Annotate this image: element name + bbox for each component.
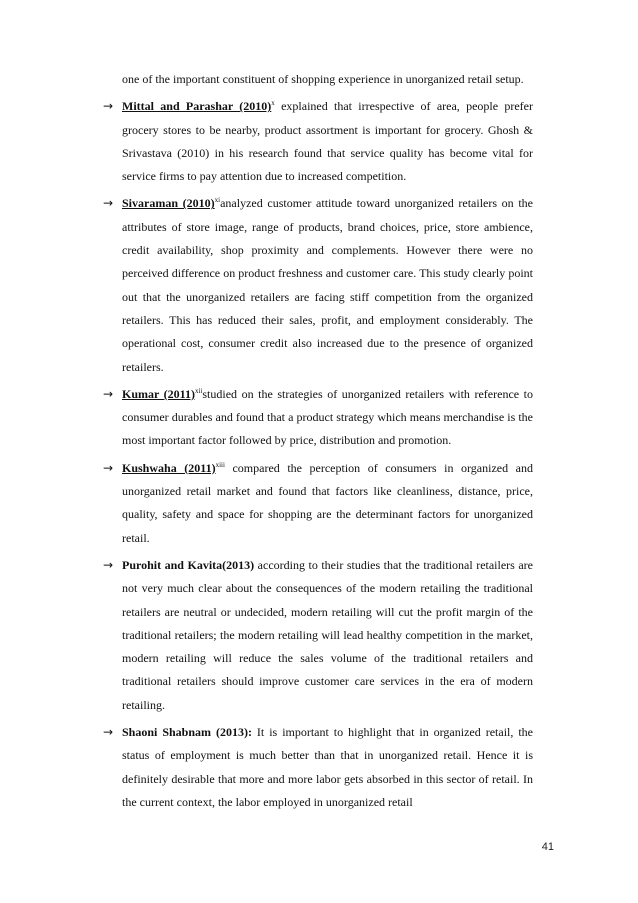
literature-entry-sivaraman <box>103 192 533 378</box>
entry-text: It is important to highlight that in organized retail, the status of employment is much better than that in unorganized retail. Hence it is definitely desirable that more and more labor gets absorbed in this sector of retail. In the current context, the labor employed in unorganized retail <box>122 725 533 809</box>
reference-marker: xiii <box>215 460 225 469</box>
right-arrow-icon: → <box>103 557 114 572</box>
reference-marker: x <box>271 99 275 108</box>
literature-entry-kumar <box>103 383 533 453</box>
author-name: Mittal and Parashar (2010) <box>122 99 272 114</box>
right-arrow-icon: → <box>103 196 114 211</box>
literature-entry-kushwaha <box>103 457 533 550</box>
entry-text: studied on the strategies of unorganized retailers with reference to consumer durables and found that a product strategy which means merchandise is the most important factor followed by price, distribution and promotion. <box>122 386 533 448</box>
literature-entry-mittal-parashar <box>103 95 533 188</box>
entry-text: compared the perception of consumers in organized and unorganized retail market and found that factors like cleanliness, distance, price, quality, safety and space for shopping are the determinant factors for unorganized retail. <box>122 460 533 545</box>
reference-marker: xii <box>195 386 203 395</box>
continued-paragraph: one of the important constituent of shopping experience in unorganized retail setup. <box>122 72 524 86</box>
literature-entry-purohit-kavita <box>103 554 533 717</box>
author-name: Purohit and Kavita(2013) <box>122 557 255 572</box>
author-name: Kumar (2011) <box>122 386 195 401</box>
right-arrow-icon: → <box>103 460 114 475</box>
right-arrow-icon: → <box>103 386 114 401</box>
entry-text: explained that irrespective of area, people prefer grocery stores to be nearby, product assortment is important for grocery. Ghosh & Srivastava (2010) in his research found that service quality has become vital for service firms to pay attention due to increased competition. <box>122 99 533 184</box>
right-arrow-icon: → <box>103 99 114 114</box>
author-name: Sivaraman (2010) <box>122 196 215 211</box>
right-arrow-icon: → <box>103 725 114 740</box>
body-text <box>103 68 533 818</box>
entry-text: according to their studies that the traditional retailers are not very much clear about the consequences of the modern retailing the traditional retailers are neutral or undecided, modern retailing will cut the profit margin of the traditional retailers; the modern retailing will lead healthy competition in the market, modern retailing will reduce the sales volume of the traditional retailers and traditional retailers should improve customer care services in the era of modern retailing. <box>122 557 534 712</box>
literature-entry-shaoni-shabnam <box>103 721 533 814</box>
entry-text: analyzed customer attitude toward unorganized retailers on the attributes of store image, range of products, brand choices, price, store ambience, credit availability, shop proximity and complements. However there were no perceived difference on product freshness and customer care. This study clearly point out that the unorganized retailers are facing stiff competition from the organized retailers. This has reduced their sales, profit, and employment considerably. The operational cost, consumer credit also increased due to the presence of organized retailers. <box>122 196 533 374</box>
page-number: 41 <box>541 841 554 853</box>
author-name: Shaoni Shabnam (2013): <box>122 725 252 740</box>
author-name: Kushwaha (2011) <box>122 460 216 475</box>
reference-marker: xi <box>214 196 221 205</box>
